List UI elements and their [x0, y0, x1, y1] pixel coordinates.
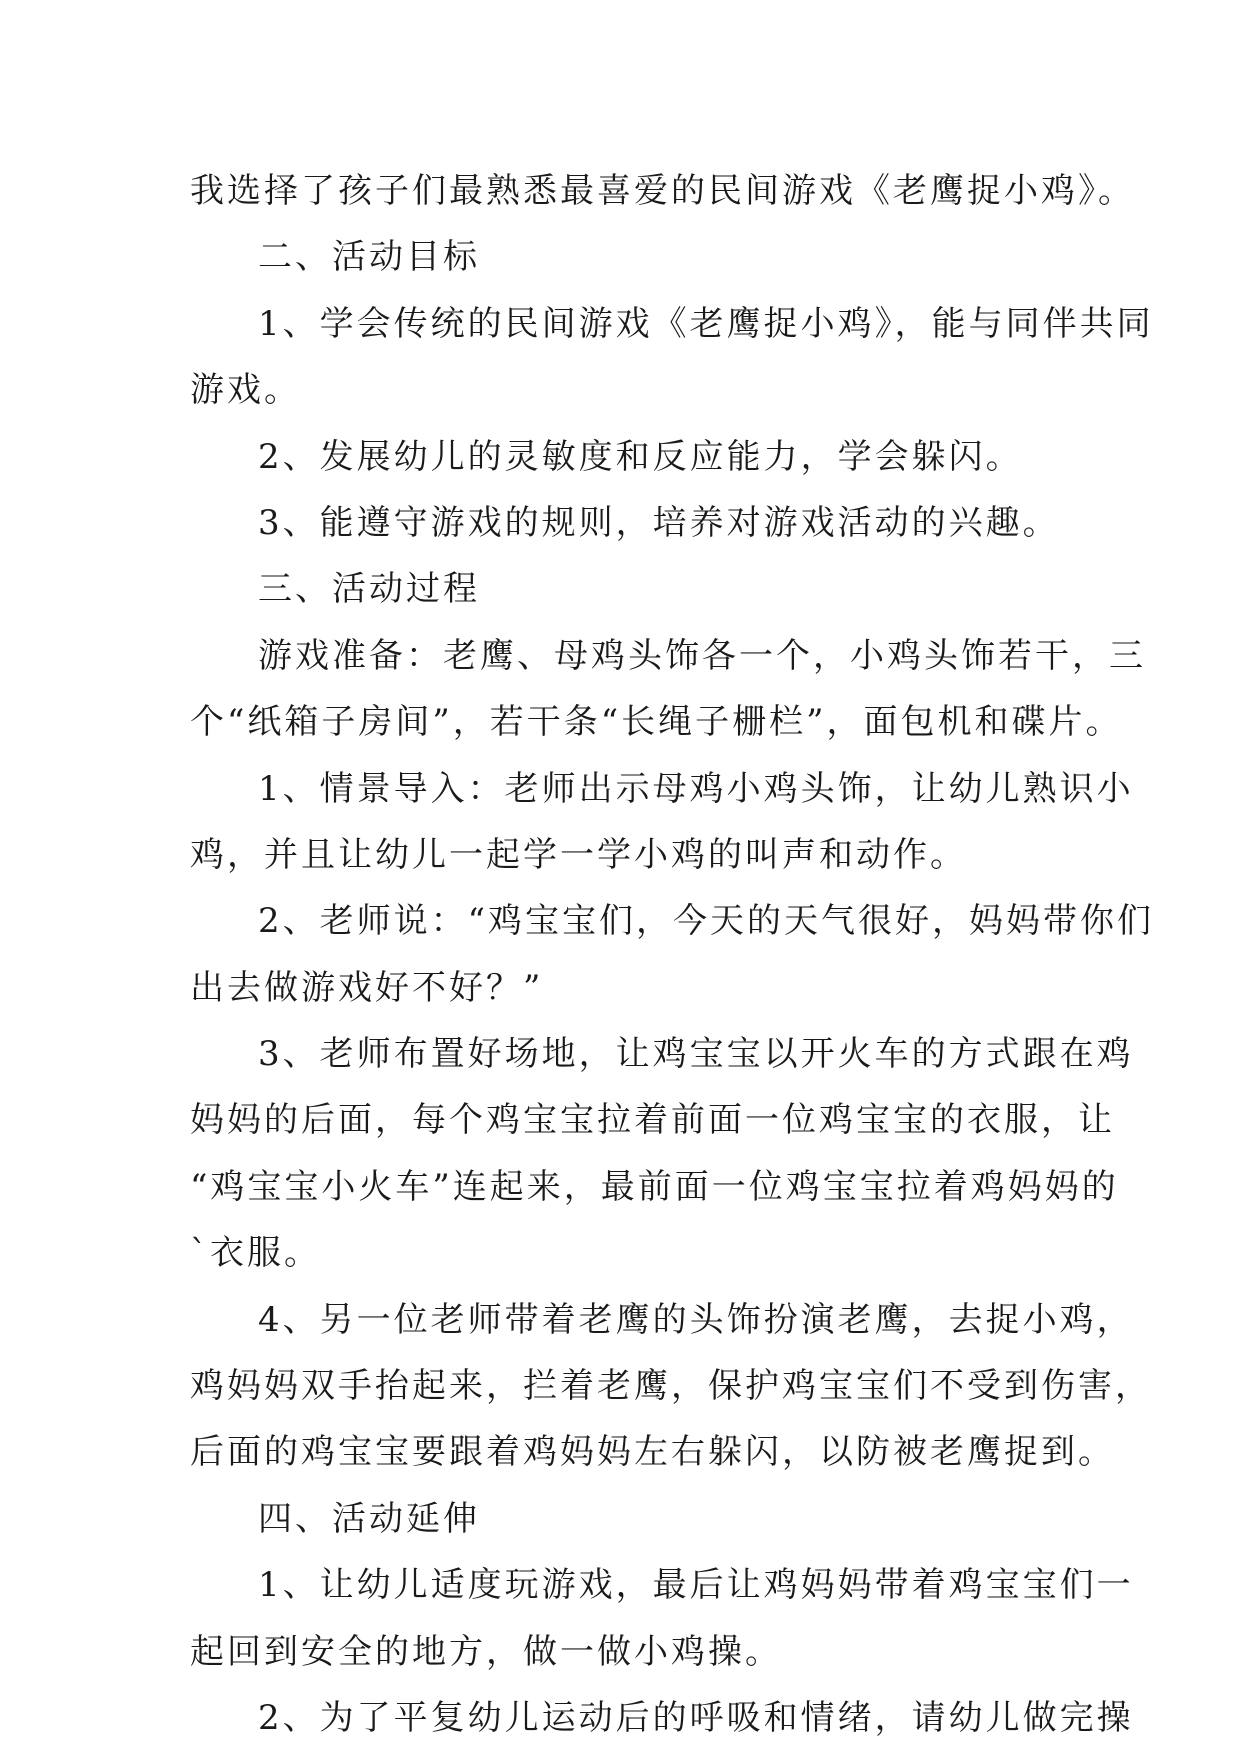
text-line: 我选择了孩子们最熟悉最喜爱的民间游戏《老鹰捉小鸡》。 — [190, 171, 1135, 211]
text-line: 1、情景导入：老师出示母鸡小鸡头饰，让幼儿熟识小 — [258, 768, 1134, 809]
text-line: 后面的鸡宝宝要跟着鸡妈妈左右躲闪，以防被老鹰捉到。 — [190, 1432, 1115, 1473]
text-line: 1、让幼儿适度玩游戏，最后让鸡妈妈带着鸡宝宝们一 — [258, 1565, 1134, 1606]
text-line: 3、能遵守游戏的规则，培养对游戏活动的兴趣。 — [258, 502, 1060, 543]
text-line: `衣服。 — [190, 1233, 321, 1274]
text-line: 起回到安全的地方，做一做小鸡操。 — [190, 1631, 782, 1672]
section-heading: 三、活动过程 — [258, 569, 480, 610]
document-body — [190, 158, 1155, 1751]
text-line: 游戏。 — [190, 370, 301, 411]
text-line: 个“纸箱子房间”，若干条“长绳子栅栏”，面包机和碟片。 — [190, 702, 1123, 743]
text-line: 鸡，并且让幼儿一起学一学小鸡的叫声和动作。 — [190, 834, 967, 875]
section-heading: 二、活动目标 — [258, 237, 480, 278]
text-line: 3、老师布置好场地，让鸡宝宝以开火车的方式跟在鸡 — [258, 1034, 1134, 1075]
text-line: 1、学会传统的民间游戏《老鹰捉小鸡》，能与同伴共同 — [258, 303, 1154, 344]
text-line: 4、另一位老师带着老鹰的头饰扮演老鹰，去捉小鸡， — [258, 1299, 1134, 1340]
text-line: 2、发展幼儿的灵敏度和反应能力，学会躲闪。 — [258, 436, 1023, 477]
text-line: 鸡妈妈双手抬起来，拦着老鹰，保护鸡宝宝们不受到伤害， — [190, 1366, 1152, 1407]
text-line: 游戏准备：老鹰、母鸡头饰各一个，小鸡头饰若干，三 — [258, 635, 1146, 676]
text-line: 出去做游戏好不好？” — [190, 967, 544, 1008]
text-line: 2、为了平复幼儿运动后的呼吸和情绪，请幼儿做完操 — [258, 1697, 1134, 1738]
section-heading: 四、活动延伸 — [258, 1498, 480, 1539]
text-line: 2、老师说：“鸡宝宝们，今天的天气很好，妈妈带你们 — [258, 901, 1155, 942]
text-line: “鸡宝宝小火车”连起来，最前面一位鸡宝宝拉着鸡妈妈的 — [190, 1166, 1119, 1207]
text-line: 妈妈的后面，每个鸡宝宝拉着前面一位鸡宝宝的衣服，让 — [190, 1100, 1115, 1141]
